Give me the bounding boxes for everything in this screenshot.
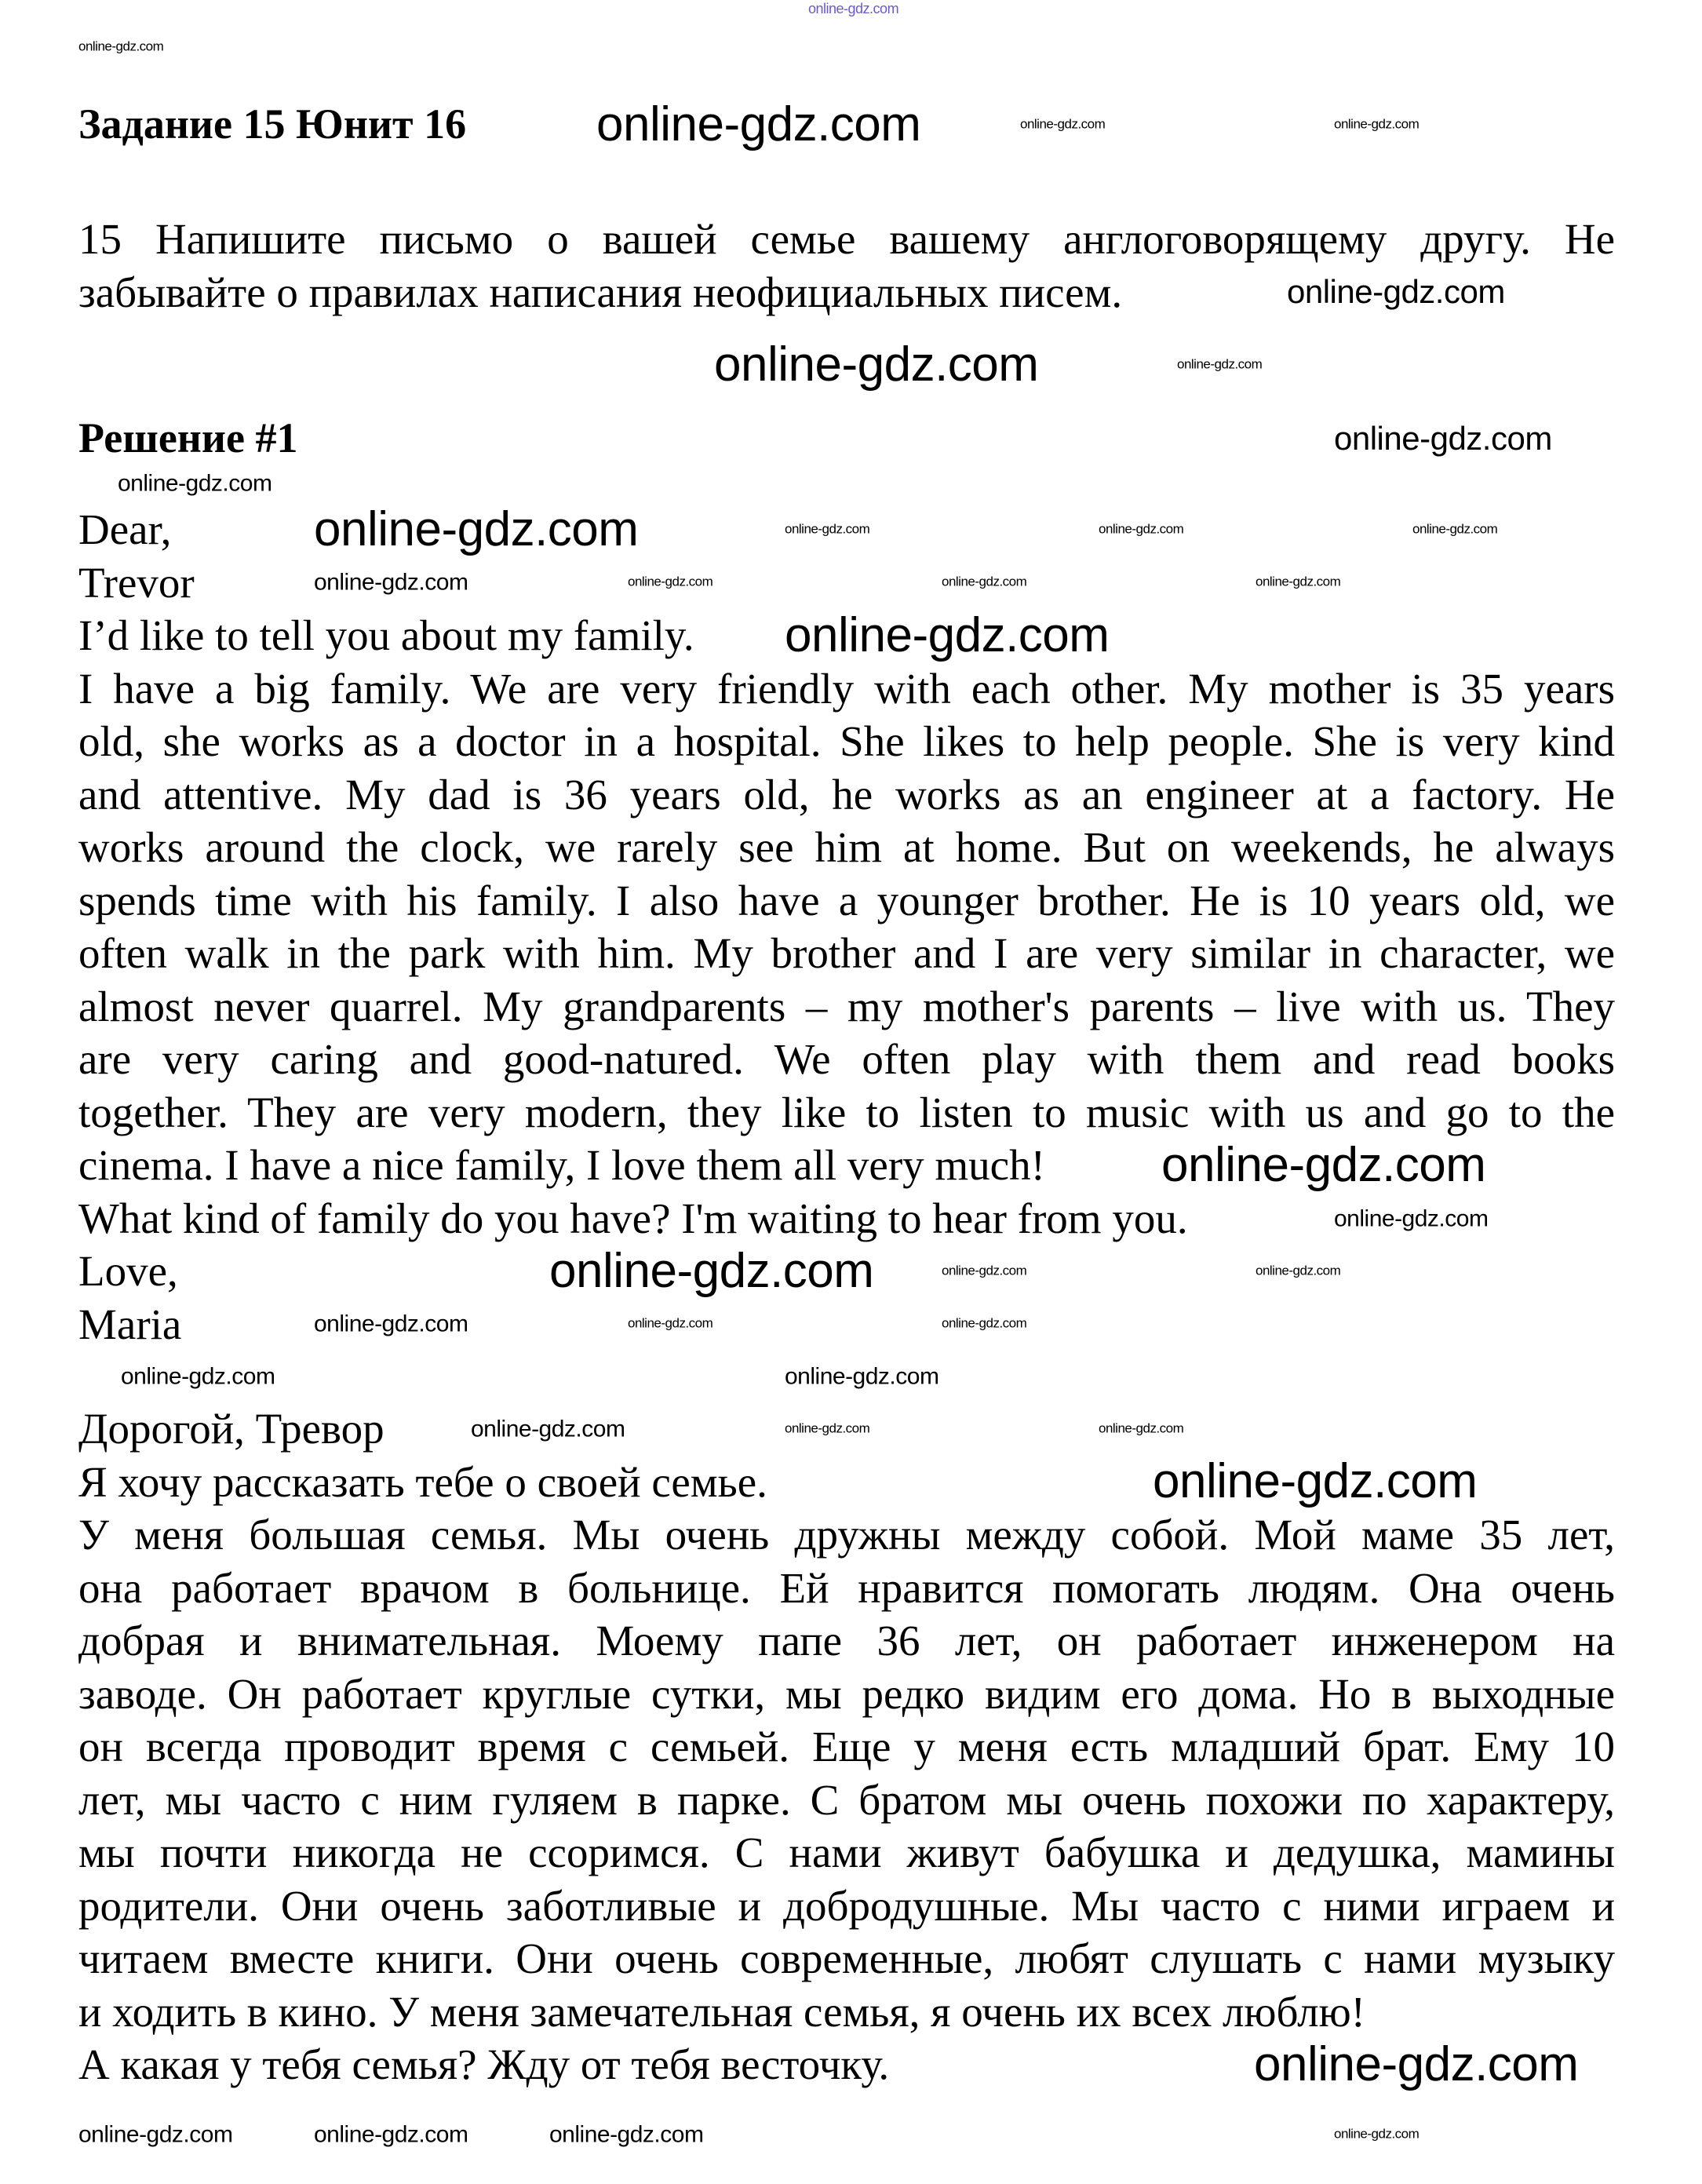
watermark: online-gdz.com [1099, 1420, 1184, 1436]
text-line: родители. Они очень заботливые и добродушные. Мы часто с ними играем и [78, 1881, 1615, 1930]
watermark: online-gdz.com [942, 1315, 1027, 1331]
text-line: У меня большая семья. Мы очень дружны между собой. Мой маме 35 лет, [78, 1511, 1615, 1559]
watermark: online-gdz.com [549, 2121, 704, 2148]
watermark: online-gdz.com [785, 1420, 870, 1436]
watermark: online-gdz.com [1256, 574, 1341, 589]
text-line: лет, мы часто с ним гуляем в парке. С братом мы очень похожи по характеру, [78, 1775, 1615, 1824]
watermark: online-gdz.com [1334, 419, 1552, 457]
text-line: А какая у тебя семья? Жду от тебя весточку. [78, 2040, 890, 2088]
watermark: online-gdz.com [942, 1263, 1027, 1278]
watermark: online-gdz.com [78, 2121, 233, 2148]
text-line: забывайте о правилах написания неофициальных писем. [78, 268, 1123, 316]
text-line: читаем вместе книги. Они очень современные, любят слушать с нами музыку [78, 1934, 1615, 1982]
watermark: online-gdz.com [314, 569, 468, 596]
page-title: Задание 15 Юнит 16 [78, 100, 467, 148]
watermark: online-gdz.com [1161, 1137, 1486, 1192]
watermark: online-gdz.com [1334, 2126, 1420, 2142]
watermark: online-gdz.com [628, 1315, 713, 1331]
watermark: online-gdz.com [118, 470, 272, 497]
watermark: online-gdz.com [1254, 2036, 1579, 2091]
text-line: spends time with his family. I also have a younger brother. He is 10 years old, we [78, 876, 1615, 924]
watermark: online-gdz.com [808, 1, 899, 17]
watermark: online-gdz.com [1099, 521, 1184, 537]
text-line: Maria [78, 1300, 182, 1348]
watermark: online-gdz.com [785, 521, 870, 537]
watermark: online-gdz.com [78, 38, 164, 54]
text-line: What kind of family do you have? I'm waiting to hear from you. [78, 1194, 1188, 1242]
watermark: online-gdz.com [314, 2121, 468, 2148]
watermark: online-gdz.com [1412, 521, 1498, 537]
text-line: old, she works as a doctor in a hospital. She likes to help people. She is very kind [78, 717, 1615, 765]
watermark: online-gdz.com [596, 97, 921, 151]
text-line: Dear, [78, 505, 172, 553]
text-line: Я хочу рассказать тебе о своей семье. [78, 1457, 767, 1506]
watermark: online-gdz.com [471, 1416, 625, 1442]
watermark: online-gdz.com [942, 574, 1027, 589]
watermark: online-gdz.com [628, 574, 713, 589]
text-line: и ходить в кино. У меня замечательная семья, я очень их всех люблю! [78, 1987, 1365, 2036]
text-line: добрая и внимательная. Моему папе 36 лет, он работает инженером на [78, 1617, 1615, 1664]
text-line: она работает врачом в больнице. Ей нравится помогать людям. Она очень [78, 1563, 1615, 1612]
text-line: almost never quarrel. My grandparents – my mother's parents – live with us. They [78, 982, 1615, 1030]
watermark: online-gdz.com [1153, 1453, 1478, 1508]
watermark: online-gdz.com [549, 1243, 874, 1298]
text-line: заводе. Он работает круглые сутки, мы редко видим его дома. Но в выходные [78, 1669, 1615, 1718]
text-line: cinema. I have a nice family, I love them all very much! [78, 1141, 1045, 1189]
watermark: online-gdz.com [785, 607, 1110, 662]
text-line: are very caring and good-natured. We often play with them and read books [78, 1035, 1615, 1083]
text-line: I’d like to tell you about my family. [78, 611, 694, 659]
watermark: online-gdz.com [1256, 1263, 1341, 1278]
watermark: online-gdz.com [785, 1363, 939, 1390]
solution-title: Решение #1 [78, 414, 298, 461]
watermark: online-gdz.com [714, 337, 1039, 392]
watermark: online-gdz.com [314, 1311, 468, 1337]
watermark: online-gdz.com [1334, 1205, 1489, 1232]
text-line: он всегда проводит время с семьей. Еще у меня есть младший брат. Ему 10 [78, 1723, 1615, 1770]
text-line: Дорогой, Тревор [78, 1405, 384, 1453]
text-line: 15 Напишите письмо о вашей семье вашему англоговорящему другу. Не [78, 215, 1615, 263]
text-line: I have a big family. We are very friendly with each other. My mother is 35 years [78, 664, 1615, 713]
text-line: and attentive. My dad is 36 years old, he works as an engineer at a factory. He [78, 770, 1615, 819]
text-line: Trevor [78, 558, 195, 607]
text-line: works around the clock, we rarely see him at home. But on weekends, he always [78, 823, 1615, 871]
text-line: often walk in the park with him. My brother and I are very similar in character, we [78, 929, 1615, 977]
watermark: online-gdz.com [1287, 272, 1505, 310]
text-line: together. They are very modern, they like to listen to music with us and go to the [78, 1088, 1615, 1136]
text-line: мы почти никогда не ссоримся. С нами живут бабушка и дедушка, мамины [78, 1829, 1615, 1876]
watermark: online-gdz.com [314, 501, 639, 556]
text-line: Love, [78, 1247, 178, 1295]
watermark: online-gdz.com [1177, 356, 1263, 372]
watermark: online-gdz.com [1020, 116, 1106, 132]
watermark: online-gdz.com [121, 1363, 275, 1390]
watermark: online-gdz.com [1334, 116, 1420, 132]
